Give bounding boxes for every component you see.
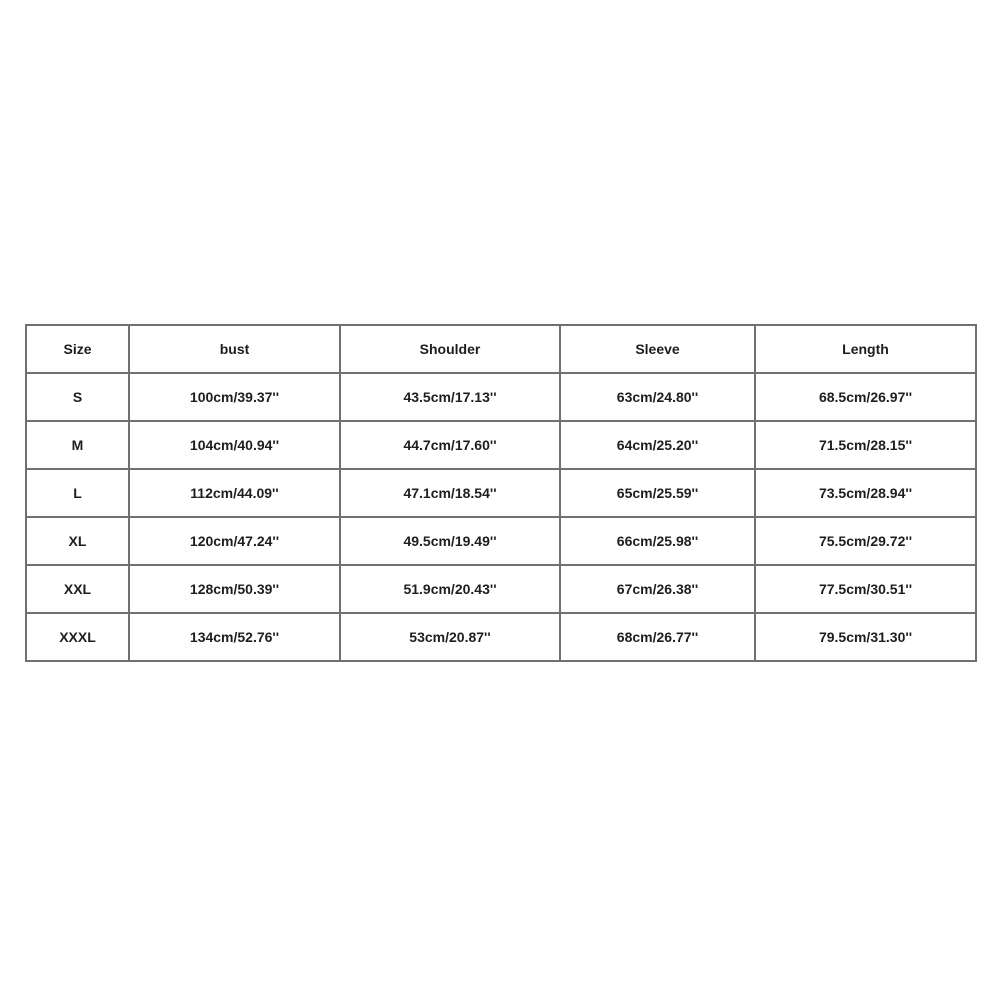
table-row bbox=[26, 613, 976, 661]
header-shoulder: Shoulder bbox=[340, 325, 560, 373]
table-row bbox=[26, 469, 976, 517]
cell-sleeve: 67cm/26.38'' bbox=[560, 565, 755, 613]
header-bust: bust bbox=[129, 325, 340, 373]
cell-length: 79.5cm/31.30'' bbox=[755, 613, 976, 661]
cell-length: 77.5cm/30.51'' bbox=[755, 565, 976, 613]
cell-bust: 112cm/44.09'' bbox=[129, 469, 340, 517]
cell-sleeve: 68cm/26.77'' bbox=[560, 613, 755, 661]
cell-shoulder: 51.9cm/20.43'' bbox=[340, 565, 560, 613]
cell-sleeve: 63cm/24.80'' bbox=[560, 373, 755, 421]
cell-bust: 128cm/50.39'' bbox=[129, 565, 340, 613]
cell-length: 68.5cm/26.97'' bbox=[755, 373, 976, 421]
table-row bbox=[26, 421, 976, 469]
header-size: Size bbox=[26, 325, 129, 373]
header-length: Length bbox=[755, 325, 976, 373]
cell-shoulder: 53cm/20.87'' bbox=[340, 613, 560, 661]
table-row bbox=[26, 565, 976, 613]
cell-size: XXXL bbox=[26, 613, 129, 661]
cell-size: L bbox=[26, 469, 129, 517]
cell-size: XXL bbox=[26, 565, 129, 613]
table-row bbox=[26, 373, 976, 421]
cell-sleeve: 64cm/25.20'' bbox=[560, 421, 755, 469]
cell-size: S bbox=[26, 373, 129, 421]
cell-sleeve: 65cm/25.59'' bbox=[560, 469, 755, 517]
cell-bust: 104cm/40.94'' bbox=[129, 421, 340, 469]
table-row bbox=[26, 517, 976, 565]
cell-shoulder: 43.5cm/17.13'' bbox=[340, 373, 560, 421]
cell-shoulder: 47.1cm/18.54'' bbox=[340, 469, 560, 517]
cell-shoulder: 44.7cm/17.60'' bbox=[340, 421, 560, 469]
cell-bust: 134cm/52.76'' bbox=[129, 613, 340, 661]
cell-length: 73.5cm/28.94'' bbox=[755, 469, 976, 517]
cell-length: 71.5cm/28.15'' bbox=[755, 421, 976, 469]
header-sleeve: Sleeve bbox=[560, 325, 755, 373]
cell-size: XL bbox=[26, 517, 129, 565]
cell-bust: 100cm/39.37'' bbox=[129, 373, 340, 421]
cell-length: 75.5cm/29.72'' bbox=[755, 517, 976, 565]
cell-shoulder: 49.5cm/19.49'' bbox=[340, 517, 560, 565]
cell-size: M bbox=[26, 421, 129, 469]
cell-bust: 120cm/47.24'' bbox=[129, 517, 340, 565]
size-chart-table bbox=[25, 324, 977, 662]
cell-sleeve: 66cm/25.98'' bbox=[560, 517, 755, 565]
header-row bbox=[26, 325, 976, 373]
